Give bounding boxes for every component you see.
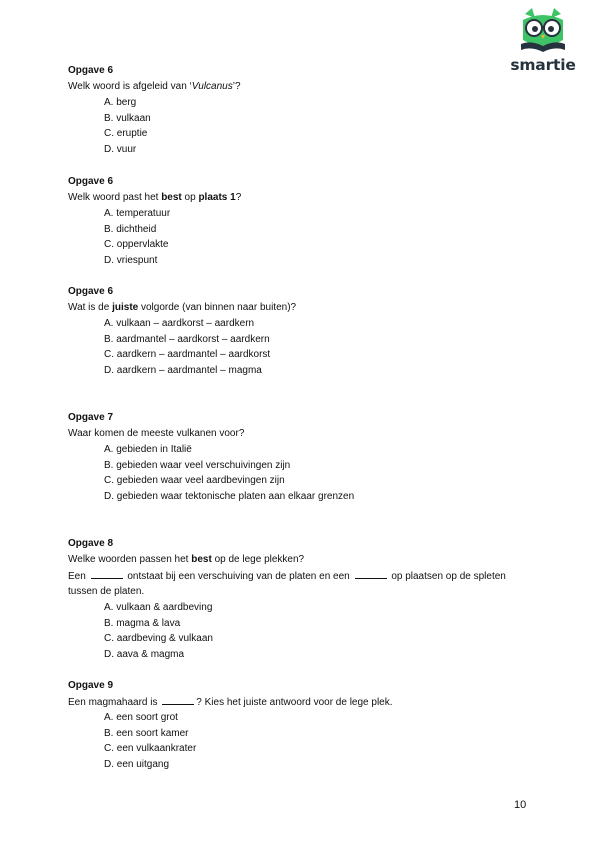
question-title: Opgave 6 [68,286,114,297]
question-text: Welk woord past het best op plaats 1? [68,192,242,203]
question-block [68,63,548,157]
answer-option: C. aardbeving & vulkaan [104,633,213,645]
question-block [68,536,548,662]
question-text: Wat is de juiste volgorde (van binnen naar buiten)? [68,302,297,313]
question-text: Welke woorden passen het best op de lege plekken? [68,554,305,565]
blank-line [91,568,123,579]
answer-option: A. temperatuur [104,208,171,219]
blank-line [162,694,194,705]
answer-option: D. vuur [104,143,137,155]
answer-option: B. dichtheid [104,223,157,235]
logo-text: smartie [510,56,576,74]
page-number: 10 [514,799,527,811]
question-block [68,410,548,504]
answer-options [68,442,548,504]
answer-option: C. oppervlakte [104,239,169,251]
owl-icon [517,8,569,56]
answer-option: D. vriespunt [104,254,158,266]
question-block [68,678,548,772]
fill-in-sentence: Een ontstaat bij een verschuiving van de platen en een op plaatsen op de spleten [68,568,548,584]
question-block [68,174,548,268]
question-block [68,284,548,378]
question-title: Opgave 8 [68,538,114,549]
question-title: Opgave 6 [68,176,114,187]
answer-option: D. een uitgang [104,758,170,770]
answer-option: D. gebieden waar tektonische platen aan elkaar grenzen [104,490,355,502]
question-title: Opgave 9 [68,680,114,691]
answer-option: D. aardkern – aardmantel – magma [104,364,262,376]
question-text: Een magmahaard is ? Kies het juiste antwoord voor de lege plek. [68,694,548,710]
answer-option: C. een vulkaankrater [104,743,197,755]
answer-option: A. gebieden in Italië [104,444,192,455]
answer-option: C. gebieden waar veel aardbevingen zijn [104,475,285,487]
question-text: Waar komen de meeste vulkanen voor? [68,428,245,439]
answer-option: D. aava & magma [104,648,185,660]
answer-option: B. vulkaan [104,112,151,124]
answer-option: C. aardkern – aardmantel – aardkorst [104,349,271,361]
answer-option: B. een soort kamer [104,727,189,739]
answer-option: A. vulkaan – aardkorst – aardkern [104,318,255,329]
answer-options [68,95,548,157]
answer-options [68,600,548,662]
question-title: Opgave 6 [68,65,114,76]
answer-option: A. een soort grot [104,712,178,723]
answer-options [68,316,548,378]
answer-option: C. eruptie [104,128,148,140]
answer-option: A. berg [104,97,137,108]
answer-option: B. gebieden waar veel verschuivingen zijn [104,459,291,471]
fill-in-sentence-continued: tussen de platen. [68,586,145,597]
blank-line [355,568,387,579]
answer-options [68,710,548,772]
answer-options [68,206,548,268]
question-title: Opgave 7 [68,412,114,423]
answer-option: B. aardmantel – aardkorst – aardkern [104,333,270,345]
question-text: Welk woord is afgeleid van ‘Vulcanus’? [68,81,241,92]
answer-option: A. vulkaan & aardbeving [104,602,213,613]
answer-option: B. magma & lava [104,617,181,629]
